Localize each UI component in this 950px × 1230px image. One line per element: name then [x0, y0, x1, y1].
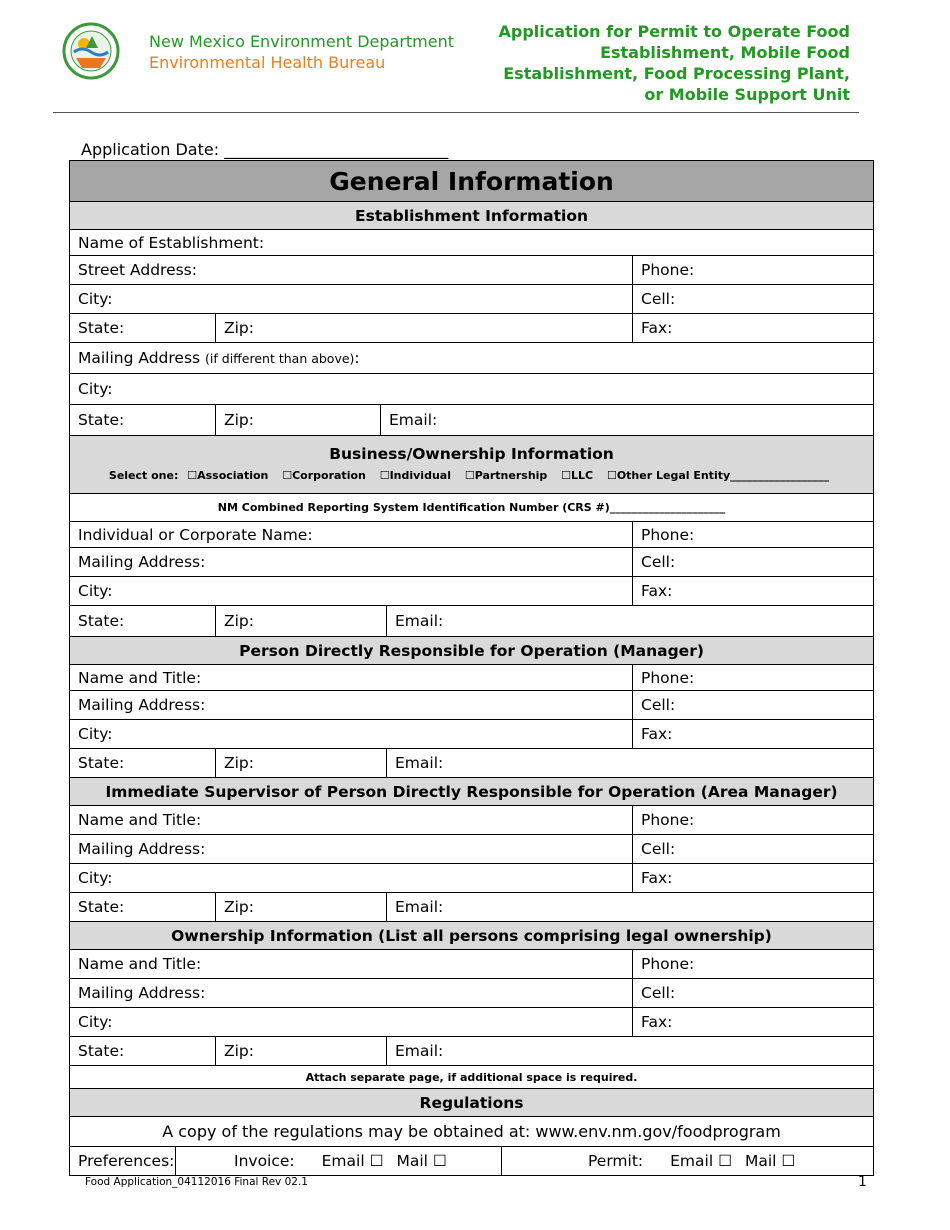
business-mailing-field[interactable]: Mailing Address: [70, 548, 633, 577]
establishment-fax-field[interactable]: Fax: [633, 314, 874, 343]
section-heading-business: Business/Ownership Information [329, 445, 614, 463]
area-manager-cell-field[interactable]: Cell: [633, 835, 874, 864]
invoice-label: Invoice: [234, 1152, 295, 1170]
establishment-mailing-city-field[interactable]: City: [70, 374, 874, 405]
mailing-colon: : [354, 349, 360, 367]
manager-phone-field[interactable]: Phone: [633, 665, 874, 691]
establishment-state-field[interactable]: State: [70, 314, 216, 343]
option-other-legal-entity-checkbox[interactable]: ☐Other Legal Entity__________________ [606, 469, 830, 482]
permit-mail-checkbox[interactable]: Mail ☐ [744, 1152, 796, 1170]
page-number: 1 [858, 1174, 867, 1190]
establishment-email-field[interactable]: Email: [381, 405, 874, 436]
general-information-form [69, 160, 874, 1176]
establishment-mailing-field[interactable] [70, 343, 874, 374]
invoice-mail-checkbox[interactable]: Mail ☐ [396, 1152, 447, 1170]
area-manager-fax-field[interactable]: Fax: [633, 864, 874, 893]
business-ownership-block [70, 436, 874, 494]
option-individual-checkbox[interactable]: ☐Individual [379, 469, 451, 482]
department-name: New Mexico Environment Department [149, 32, 455, 51]
business-fax-field[interactable]: Fax: [633, 577, 874, 606]
establishment-street-field[interactable]: Street Address: [70, 256, 633, 285]
business-phone-field[interactable]: Phone: [633, 522, 874, 548]
section-heading-regulations: Regulations [70, 1089, 874, 1117]
preferences-row [70, 1147, 874, 1176]
mailing-label: Mailing Address [78, 349, 201, 367]
owner-fax-field[interactable]: Fax: [633, 1008, 874, 1037]
section-heading-manager: Person Directly Responsible for Operation (Manager) [70, 637, 874, 665]
owner-zip-field[interactable]: Zip: [216, 1037, 387, 1066]
owner-city-field[interactable]: City: [70, 1008, 633, 1037]
option-llc-checkbox[interactable]: ☐LLC [561, 469, 594, 482]
permit-preference [502, 1147, 873, 1175]
option-association-checkbox[interactable]: ☐Association [187, 469, 269, 482]
section-heading-establishment: Establishment Information [70, 202, 874, 230]
area-manager-name-field[interactable]: Name and Title: [70, 806, 633, 835]
title-line: Establishment, Food Processing Plant, [503, 64, 850, 83]
manager-fax-field[interactable]: Fax: [633, 720, 874, 749]
mailing-note: (if different than above) [205, 351, 355, 366]
area-manager-mailing-field[interactable]: Mailing Address: [70, 835, 633, 864]
title-line: Application for Permit to Operate Food [498, 22, 850, 41]
manager-name-field[interactable]: Name and Title: [70, 665, 633, 691]
section-heading-ownership: Ownership Information (List all persons comprising legal ownership) [70, 922, 874, 950]
document-id: Food Application_04112016 Final Rev 02.1 [85, 1176, 308, 1188]
establishment-zip-field[interactable]: Zip: [216, 314, 633, 343]
establishment-phone-field[interactable]: Phone: [633, 256, 874, 285]
entity-type-options [78, 469, 865, 482]
additional-space-note: Attach separate page, if additional space is required. [70, 1066, 874, 1089]
establishment-mailing-zip-field[interactable]: Zip: [216, 405, 381, 436]
establishment-name-field[interactable]: Name of Establishment: [70, 230, 874, 256]
section-heading-area-manager: Immediate Supervisor of Person Directly Responsible for Operation (Area Manager) [70, 778, 874, 806]
owner-mailing-field[interactable]: Mailing Address: [70, 979, 633, 1008]
invoice-preference [176, 1147, 502, 1175]
form-title: General Information [70, 161, 874, 202]
manager-cell-field[interactable]: Cell: [633, 691, 874, 720]
manager-zip-field[interactable]: Zip: [216, 749, 387, 778]
owner-email-field[interactable]: Email: [387, 1037, 874, 1066]
option-partnership-checkbox[interactable]: ☐Partnership [464, 469, 548, 482]
owner-phone-field[interactable]: Phone: [633, 950, 874, 979]
business-name-field[interactable]: Individual or Corporate Name: [70, 522, 633, 548]
area-manager-city-field[interactable]: City: [70, 864, 633, 893]
area-manager-state-field[interactable]: State: [70, 893, 216, 922]
invoice-email-checkbox[interactable]: Email ☐ [321, 1152, 384, 1170]
establishment-cell-field[interactable]: Cell: [633, 285, 874, 314]
title-line: or Mobile Support Unit [644, 85, 850, 104]
header-divider [53, 112, 859, 113]
manager-city-field[interactable]: City: [70, 720, 633, 749]
option-corporation-checkbox[interactable]: ☐Corporation [282, 469, 366, 482]
owner-name-field[interactable]: Name and Title: [70, 950, 633, 979]
bureau-name: Environmental Health Bureau [149, 53, 386, 72]
owner-state-field[interactable]: State: [70, 1037, 216, 1066]
permit-email-checkbox[interactable]: Email ☐ [670, 1152, 732, 1170]
business-cell-field[interactable]: Cell: [633, 548, 874, 577]
manager-state-field[interactable]: State: [70, 749, 216, 778]
nmed-logo [62, 22, 120, 80]
establishment-mailing-state-field[interactable]: State: [70, 405, 216, 436]
permit-label: Permit: [588, 1152, 644, 1170]
crs-number-field[interactable]: NM Combined Reporting System Identification Number (CRS #)_____________________ [70, 494, 874, 522]
area-manager-phone-field[interactable]: Phone: [633, 806, 874, 835]
select-one-label: Select one: [108, 469, 179, 482]
preferences-label: Preferences: [70, 1147, 176, 1175]
establishment-city-field[interactable]: City: [70, 285, 633, 314]
application-title [470, 21, 850, 105]
business-email-field[interactable]: Email: [387, 606, 874, 637]
business-zip-field[interactable]: Zip: [216, 606, 387, 637]
business-state-field[interactable]: State: [70, 606, 216, 637]
application-date-field[interactable]: Application Date: ____________________________ [81, 140, 449, 159]
owner-cell-field[interactable]: Cell: [633, 979, 874, 1008]
business-city-field[interactable]: City: [70, 577, 633, 606]
manager-mailing-field[interactable]: Mailing Address: [70, 691, 633, 720]
manager-email-field[interactable]: Email: [387, 749, 874, 778]
area-manager-email-field[interactable]: Email: [387, 893, 874, 922]
area-manager-zip-field[interactable]: Zip: [216, 893, 387, 922]
title-line: Establishment, Mobile Food [600, 43, 850, 62]
regulations-text: A copy of the regulations may be obtained at: www.env.nm.gov/foodprogram [70, 1117, 874, 1147]
